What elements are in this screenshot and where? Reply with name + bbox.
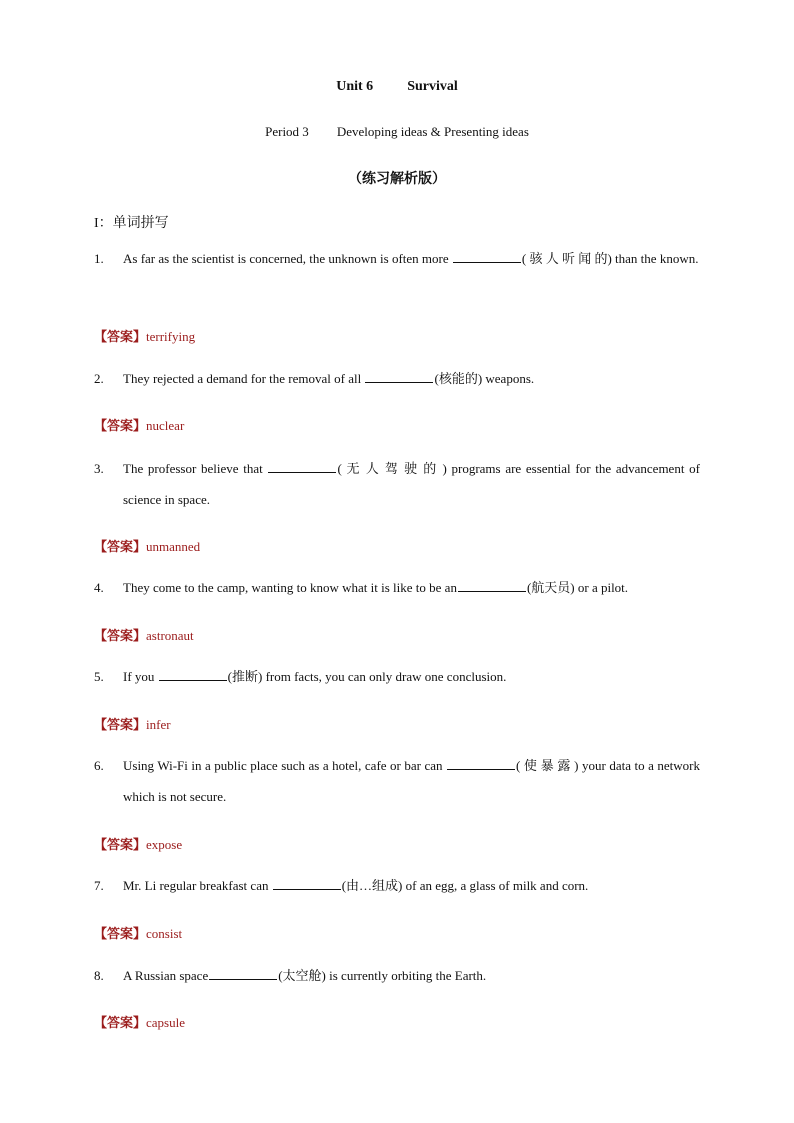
period-title: Developing ideas & Presenting ideas	[336, 124, 529, 139]
answer-text: terrifying	[146, 329, 196, 344]
answer-tag: 【答案】	[94, 329, 147, 344]
answer-text: nuclear	[146, 418, 185, 433]
question-text-after: (航天员) or a pilot.	[526, 580, 629, 595]
answer-2	[94, 415, 184, 434]
question-number: 3.	[94, 461, 104, 476]
question-text-after: (由…组成) of an egg, a glass of milk and corn.	[341, 878, 589, 893]
question-text	[123, 453, 700, 515]
answer-5	[94, 714, 171, 733]
question-text-after: ( 无 人 驾 驶 的 ) programs are essential for the advancement of science in space.	[123, 461, 700, 507]
question-text	[123, 960, 700, 991]
question-7	[94, 870, 700, 901]
question-8	[94, 960, 700, 991]
answer-tag: 【答案】	[94, 837, 147, 852]
answer-7	[94, 923, 182, 942]
answer-text: astronaut	[146, 628, 194, 643]
question-text-before: If you	[123, 669, 158, 684]
period-label: Period 3	[265, 124, 309, 139]
question-4	[94, 572, 700, 603]
unit-title	[0, 79, 794, 95]
question-text-after: (太空舱) is currently orbiting the Earth.	[278, 968, 487, 983]
question-text	[123, 750, 700, 812]
answer-tag: 【答案】	[94, 628, 147, 643]
question-text	[123, 363, 700, 394]
answer-6	[94, 834, 182, 853]
question-text-before: They rejected a demand for the removal of all	[123, 371, 365, 386]
question-text-before: Mr. Li regular breakfast can	[123, 878, 272, 893]
question-text-before: They come to the camp, wanting to know what it is like to be an	[123, 580, 457, 595]
question-text-before: Using Wi-Fi in a public place such as a hotel, cafe or bar can	[123, 758, 447, 773]
question-text	[123, 870, 700, 901]
question-1	[94, 243, 700, 274]
answer-text: expose	[146, 837, 183, 852]
answer-blank	[458, 590, 526, 592]
answer-blank	[273, 888, 341, 890]
answer-1	[94, 326, 195, 345]
unit-topic: Survival	[407, 79, 458, 94]
answer-tag: 【答案】	[94, 539, 147, 554]
question-5	[94, 661, 700, 692]
question-number: 1.	[94, 251, 104, 266]
question-text-after: ( 使 暴 露 ) your data to a network which is not secure.	[123, 758, 701, 804]
unit-label: Unit 6	[336, 79, 374, 94]
answer-text: infer	[146, 717, 171, 732]
question-number: 8.	[94, 968, 104, 983]
question-text-after: ( 骇 人 听 闻 的) than the known.	[521, 251, 699, 266]
answer-3	[94, 536, 200, 555]
question-text-after: (推断) from facts, you can only draw one conclusion.	[227, 669, 507, 684]
question-number: 4.	[94, 580, 104, 595]
question-number: 2.	[94, 371, 104, 386]
answer-text: capsule	[146, 1015, 185, 1030]
question-text	[123, 572, 700, 603]
section-title: I：单词拼写	[94, 216, 169, 231]
answer-8	[94, 1012, 185, 1031]
answer-text: consist	[146, 926, 183, 941]
answer-tag: 【答案】	[94, 926, 147, 941]
answer-blank	[159, 679, 227, 681]
answer-blank	[447, 768, 515, 770]
question-text-before: As far as the scientist is concerned, the unknown is often more	[123, 251, 452, 266]
answer-blank	[365, 381, 433, 383]
answer-blank	[209, 978, 277, 980]
answer-4	[94, 625, 194, 644]
answer-blank	[268, 471, 336, 473]
period-subtitle	[0, 124, 794, 140]
question-number: 7.	[94, 878, 104, 893]
question-2	[94, 363, 700, 394]
answer-tag: 【答案】	[94, 1015, 147, 1030]
question-number: 5.	[94, 669, 104, 684]
answer-tag: 【答案】	[94, 717, 147, 732]
question-number: 6.	[94, 758, 104, 773]
question-text-before: The professor believe that	[123, 461, 268, 476]
question-text-before: A Russian space	[123, 968, 209, 983]
question-6	[94, 750, 700, 812]
answer-tag: 【答案】	[94, 418, 147, 433]
question-text	[123, 661, 700, 692]
question-text	[123, 243, 700, 274]
question-3	[94, 453, 700, 515]
version-label: （练习解析版）	[348, 172, 446, 187]
answer-blank	[453, 261, 521, 263]
question-text-after: (核能的) weapons.	[434, 371, 535, 386]
answer-text: unmanned	[146, 539, 201, 554]
